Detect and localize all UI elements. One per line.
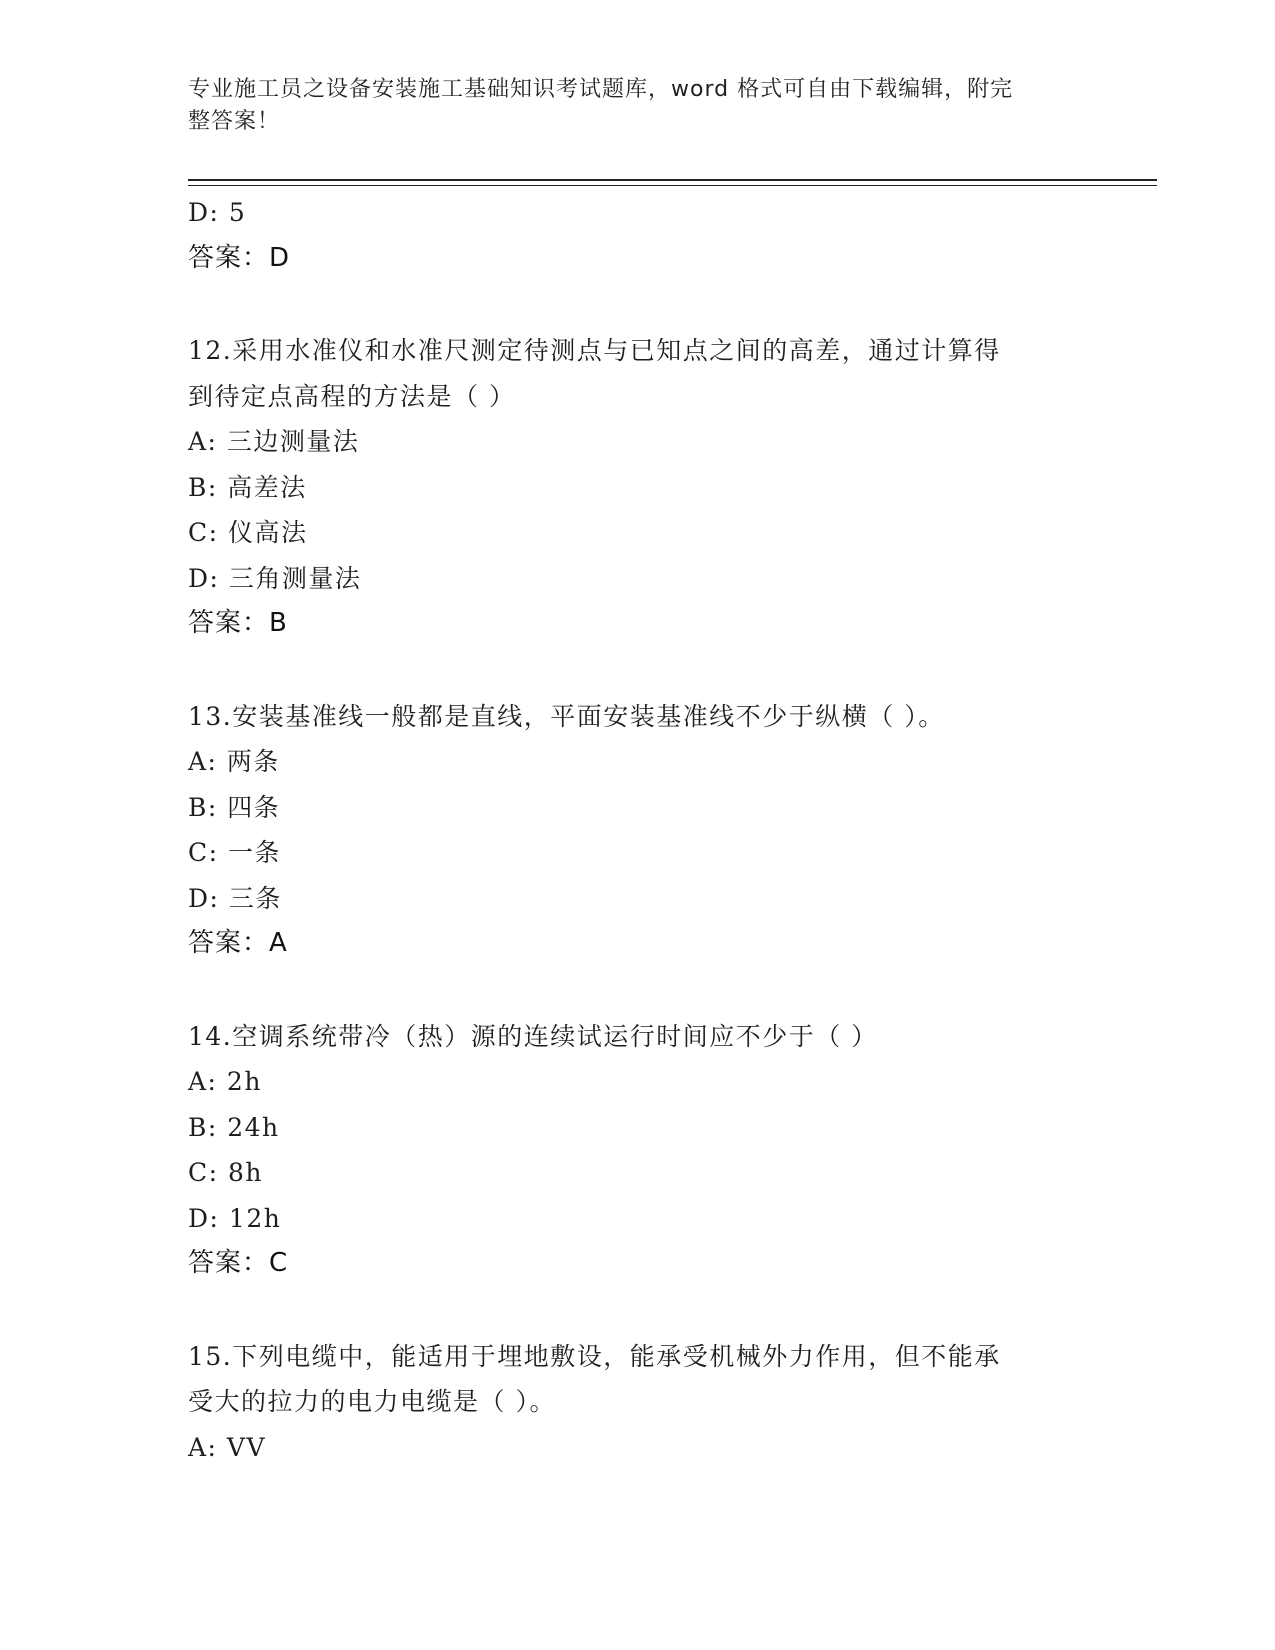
option-b: B: 高差法	[188, 472, 307, 502]
header-title-line-1: 专业施工员之设备安装施工基础知识考试题库，word 格式可自由下载编辑，附完	[188, 77, 1014, 102]
option-b: B: 24h	[188, 1112, 280, 1142]
document-header	[188, 74, 1088, 138]
question-stem-line-1: 14.空调系统带冷（热）源的连续试运行时间应不少于（ ）	[188, 1021, 878, 1051]
question-14	[188, 1014, 1088, 1287]
answer-line: 答案：A	[188, 928, 288, 958]
option-d: D: 三角测量法	[188, 563, 362, 593]
option-b: B: 四条	[188, 792, 281, 822]
question-stem-line-1: 13.安装基准线一般都是直线，平面安装基准线不少于纵横（ ）。	[188, 701, 945, 731]
question-stem-line-2: 受大的拉力的电力电缆是（ ）。	[188, 1387, 556, 1416]
header-divider-thin	[188, 185, 1157, 186]
question-stem-line-2: 到待定点高程的方法是（ ）	[188, 381, 516, 411]
header-title-line-2: 整答案！	[188, 109, 281, 134]
option-c: C: 一条	[188, 838, 281, 867]
option-a: A: 2h	[188, 1067, 262, 1096]
option-a: A: 两条	[188, 747, 280, 776]
option-d: D: 12h	[188, 1203, 282, 1233]
document-body	[188, 190, 1088, 1470]
question-15	[188, 1334, 1088, 1471]
option-a: A: 三边测量法	[188, 427, 360, 456]
answer-line: 答案：C	[188, 1248, 289, 1278]
previous-question-tail	[188, 190, 1088, 281]
option-a: A: VV	[188, 1432, 267, 1462]
question-12	[188, 328, 1088, 647]
option-d: D: 三条	[188, 883, 282, 913]
question-stem-line-1: 12.采用水准仪和水准尺测定待测点与已知点之间的高差，通过计算得	[188, 336, 1001, 365]
question-13	[188, 694, 1088, 967]
header-divider-thick	[188, 179, 1157, 181]
answer-line: 答案：B	[188, 608, 288, 638]
question-stem-line-1: 15.下列电缆中，能适用于埋地敷设，能承受机械外力作用，但不能承	[188, 1341, 1001, 1371]
answer-line: 答案：D	[188, 242, 291, 273]
option-d: D: 5	[188, 198, 247, 227]
option-c: C: 8h	[188, 1158, 264, 1187]
option-c: C: 仪高法	[188, 518, 308, 547]
